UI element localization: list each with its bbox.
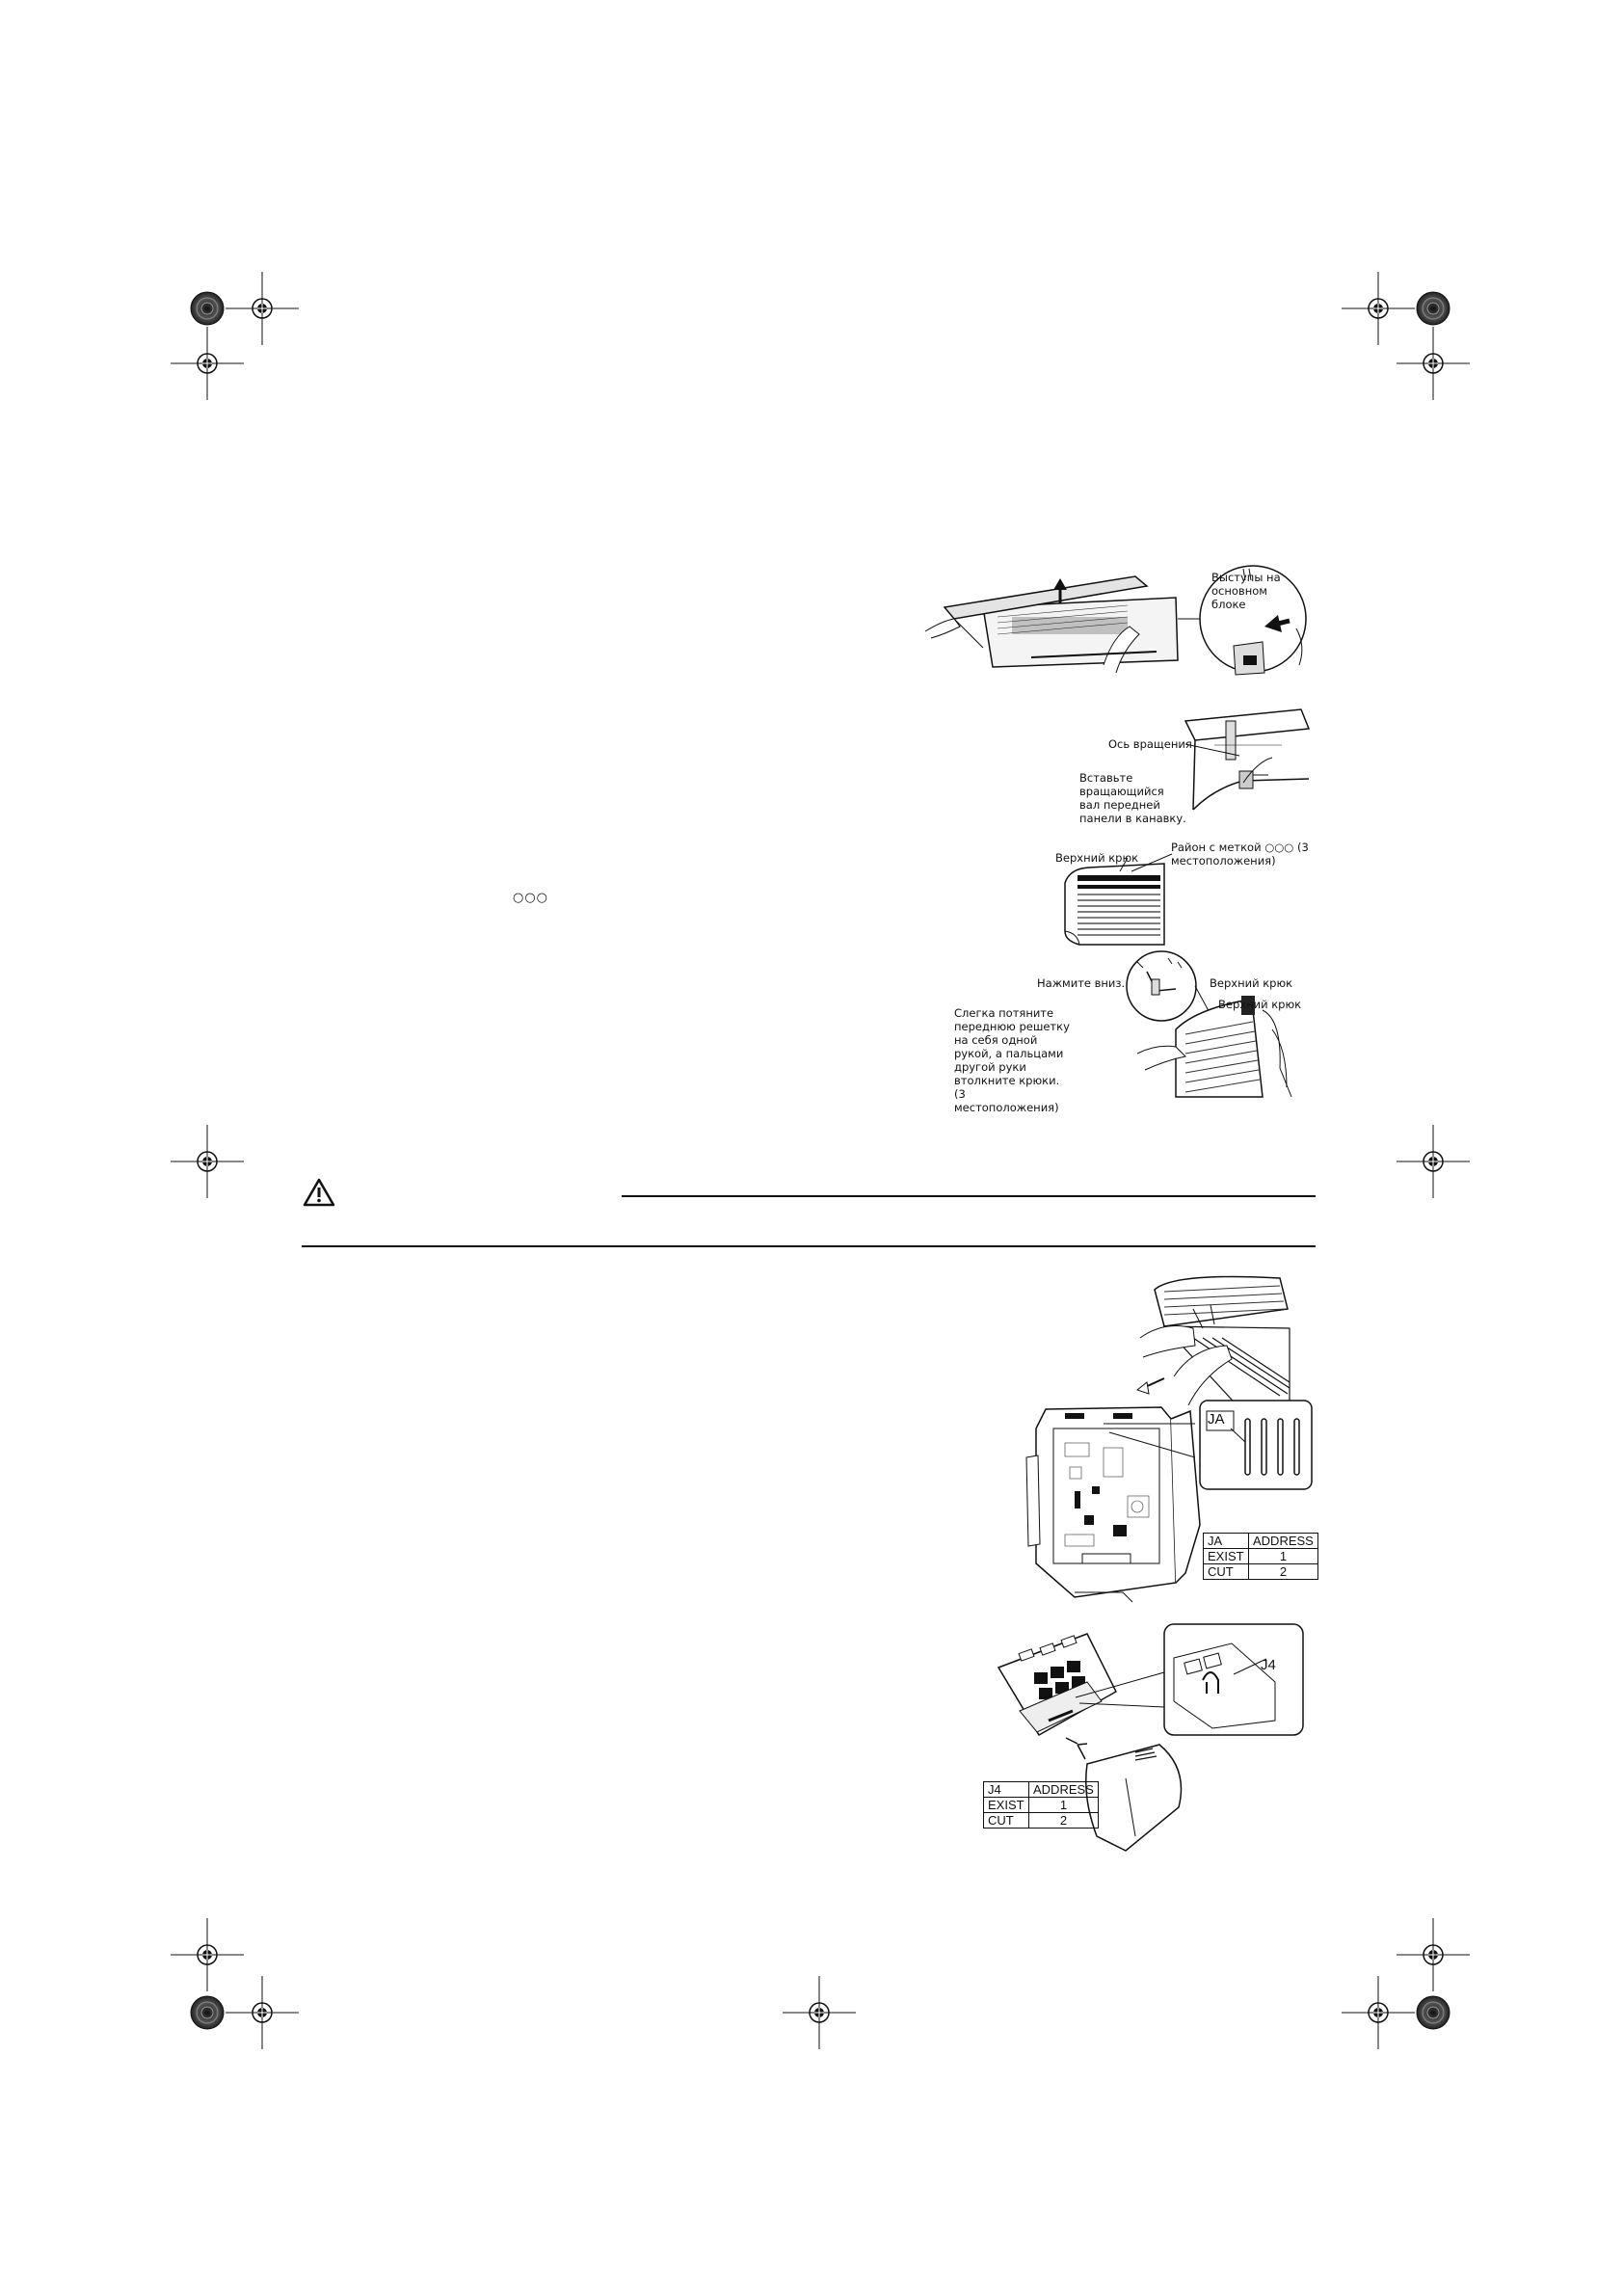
label-upper-hook: Верхний крюк bbox=[1055, 851, 1139, 865]
table-cell: 1 bbox=[1029, 1798, 1099, 1813]
remove-grille-illustration bbox=[1135, 1270, 1290, 1415]
push-hooks-illustration bbox=[1118, 952, 1301, 1107]
table-row bbox=[1204, 1549, 1318, 1564]
label-upper-hook-1: Верхний крюк bbox=[1210, 976, 1293, 990]
ja-address-table bbox=[1203, 1533, 1318, 1580]
callout-j4: J4 bbox=[1261, 1657, 1276, 1673]
table-row bbox=[984, 1798, 1099, 1813]
label-upper-hook-2: Верхний крюк bbox=[1218, 998, 1302, 1011]
table-cell: 2 bbox=[1029, 1813, 1099, 1829]
table-header-cell: JA bbox=[1204, 1534, 1249, 1549]
leader-lines bbox=[1108, 848, 1176, 877]
caution-rule-top bbox=[622, 1195, 1316, 1197]
label-pull-grille: Слегка потяните переднюю решетку на себя одной рукой, а пальцами другой руки втолкните крюки. (3 местоположения) bbox=[954, 1006, 1070, 1114]
caution-rule-bottom bbox=[302, 1245, 1316, 1247]
table-header-row bbox=[984, 1782, 1099, 1798]
table-row bbox=[1204, 1564, 1318, 1580]
label-protrusions: Выступы на основном блоке bbox=[1211, 571, 1281, 611]
leader-line bbox=[1185, 742, 1243, 761]
table-cell: CUT bbox=[1204, 1564, 1249, 1580]
table-row bbox=[984, 1813, 1099, 1829]
mark-symbol: ○○○ bbox=[513, 891, 549, 905]
label-rotation-axis: Ось вращения bbox=[1108, 737, 1192, 751]
table-cell: 2 bbox=[1249, 1564, 1318, 1580]
label-marked-area: Район с меткой ○○○ (3 местоположения) bbox=[1171, 841, 1309, 868]
table-header-row bbox=[1204, 1534, 1318, 1549]
callout-ja: JA bbox=[1208, 1411, 1225, 1428]
label-press-down: Нажмите вниз. bbox=[1037, 976, 1126, 990]
table-cell: EXIST bbox=[1204, 1549, 1249, 1564]
table-cell: CUT bbox=[984, 1813, 1029, 1829]
warning-triangle-icon bbox=[303, 1178, 335, 1207]
table-cell: 1 bbox=[1249, 1549, 1318, 1564]
table-header-cell: ADDRESS bbox=[1249, 1534, 1318, 1549]
label-insert-shaft: Вставьте вращающийся вал передней панели в канавку. bbox=[1079, 771, 1186, 825]
table-header-cell: ADDRESS bbox=[1029, 1782, 1099, 1798]
table-cell: EXIST bbox=[984, 1798, 1029, 1813]
table-header-cell: J4 bbox=[984, 1782, 1029, 1798]
j4-address-table bbox=[983, 1781, 1099, 1829]
